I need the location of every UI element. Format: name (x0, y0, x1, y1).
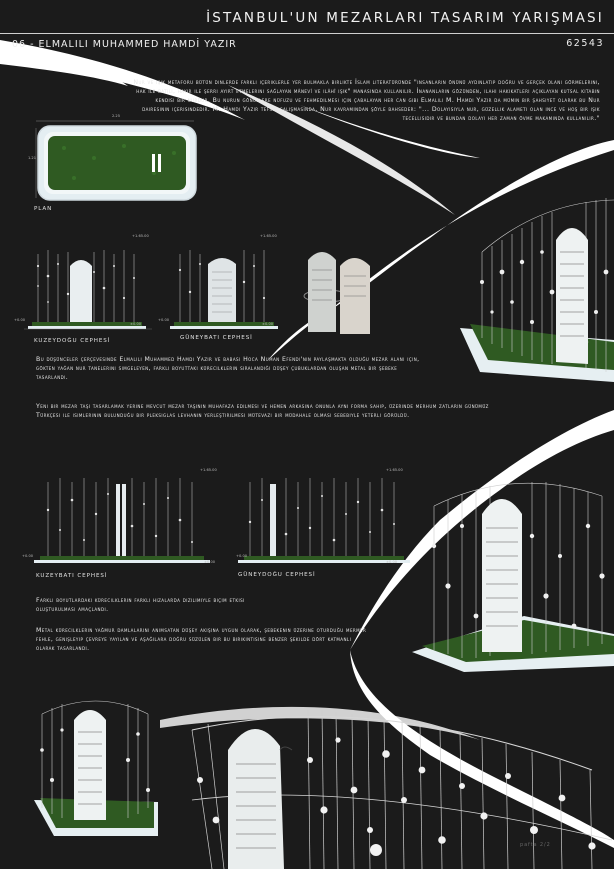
grave-render-middle (404, 466, 614, 686)
elev-se-ground-right: ±0.00 (386, 560, 398, 564)
elev-se-top-level: +1.65.00 (386, 468, 403, 472)
northeast-elevation-label: KUZEYDOĞU CEPHESİ (34, 338, 111, 344)
plan-drawing (28, 114, 200, 204)
plan-label: PLAN (34, 206, 53, 212)
northwest-elevation-label: KUZEYBATI CEPHESİ (36, 573, 108, 579)
elev-ne-top-level: +1.65.00 (132, 234, 149, 238)
elevation-northeast (14, 234, 152, 336)
plan-svg (34, 118, 200, 204)
project-subtitle: 06 - ELMALILI MUHAMMED HAMDİ YAZIR (12, 39, 237, 50)
paragraph-4: Metal kürecilklerin yağmur damlalarını anımsatan düşey akışına uygun olarak, şebekenin üzerine oturduğu mermer fehle, genişleyip çevreye yayılan ve aşağılara doğru süzülen bir bu birikintisine benzer şekilde dört katmanlı olarak tasarlandı. (36, 627, 367, 652)
elevation-northwest (22, 470, 222, 570)
plan-dim-top: 2.25 (112, 114, 121, 118)
paragraph-block-1 (36, 355, 420, 382)
entry-code: 62543 (566, 38, 604, 49)
title-rule (0, 33, 614, 34)
grave-render-bottom-left (30, 690, 162, 840)
paragraph-block-4 (36, 626, 370, 653)
elev-sw-ground-right: ±0.00 (262, 322, 274, 326)
elevation-southeast (236, 470, 412, 570)
elev-nw-ground-left: +0.00 (22, 554, 34, 558)
paragraph-block-2 (36, 402, 504, 420)
elev-se-ground-left: +0.00 (236, 554, 248, 558)
intro-text (128, 78, 600, 123)
intro-paragraph: Nur ve ışık metaforu bütün dinlerde farklı içeriklerle yer bulmakla birlikte İslam literatüründe "insanların önünü aydınlatıp doğru ve gerçek olanı görmelerini, hak ile batılı, hayır ile şerri ayırt etmelerini sağlayan mânevî ve ilâhî ışık" manasında kullanılır. İnananların gözünden, ilahi hakikatleri açıklayan kutsal kitabın kendisi bir nurdur. Bu nurun gönüllere nüfuzu ve fehmedilmesi için çabalayan her can gibi Elmalılı M. Hamdi Yazır da mümin bir şahsiyet olarak bu Nur dairesinin içerisindedir. M. Hamdi Yazır tefsir çalışmasında, Nur kavramından şöyle bahseder: "... Dolayısıyla nur, güzellik alameti olan ince ve hoş bir ışık tecellisidir ve bundan dolayı her zaman övme makamında kullanılır." (133, 79, 600, 122)
southeast-elevation-label: GÜNEYDOĞU CEPHESİ (238, 572, 316, 578)
paragraph-3: Farklı boyutlardaki kürecilklerin farklı hizalarda dizilimiyle biçim etkisi oluşturulması amaçlandı. (36, 597, 245, 613)
elev-sw-top-level: +1.65.00 (260, 234, 277, 238)
tombstone-model-render (302, 240, 376, 336)
footer-caption: pafta 2/2 (520, 842, 551, 848)
elev-sw-ground-left: +0.00 (158, 318, 170, 322)
elev-nw-top-level: +1.65.00 (200, 468, 217, 472)
grave-render-top (460, 192, 614, 382)
paragraph-2: Yeni bir mezar taşı tasarlamak yerine mevcut mezar taşının muhafaza edilmesi ve hemen arkasına onunla aynı forma sahip, üzerinde merhum zatların günümüz Türkçesi ile isimlerinin bulunduğu bir pleksiglas levhanın yerleştirilmesi mütevazı bir müdahale olması sebebiyle yeterli görüldü. (36, 403, 489, 419)
southwest-elevation-label: GÜNEYBATI CEPHESİ (180, 335, 253, 341)
elevation-southwest (158, 234, 278, 336)
elev-ne-ground-right: ±0.00 (130, 322, 142, 326)
elev-nw-ground-right: ±0.00 (204, 560, 216, 564)
plan-dim-left: 1.21 (28, 156, 37, 160)
elev-ne-ground-left: +0.00 (14, 318, 26, 322)
paragraph-1: Bu düşünceler çerçevesinde Elmalılı Muhammed Hamdi Yazır ve babası Hoca Numan Efendi'nin paylaşmakta olduğu mezar alanı için, gökten yağan nur tanelerini simgeleyen, farklı boyuttaki kürecilklerin sıralandığı düşey çubuklardan oluşan metal bir şebeke tasarlandı. (36, 356, 420, 381)
paragraph-block-3 (36, 596, 268, 614)
page-title: İSTANBUL'UN MEZARLARI TASARIM YARIŞMASI (206, 10, 604, 26)
